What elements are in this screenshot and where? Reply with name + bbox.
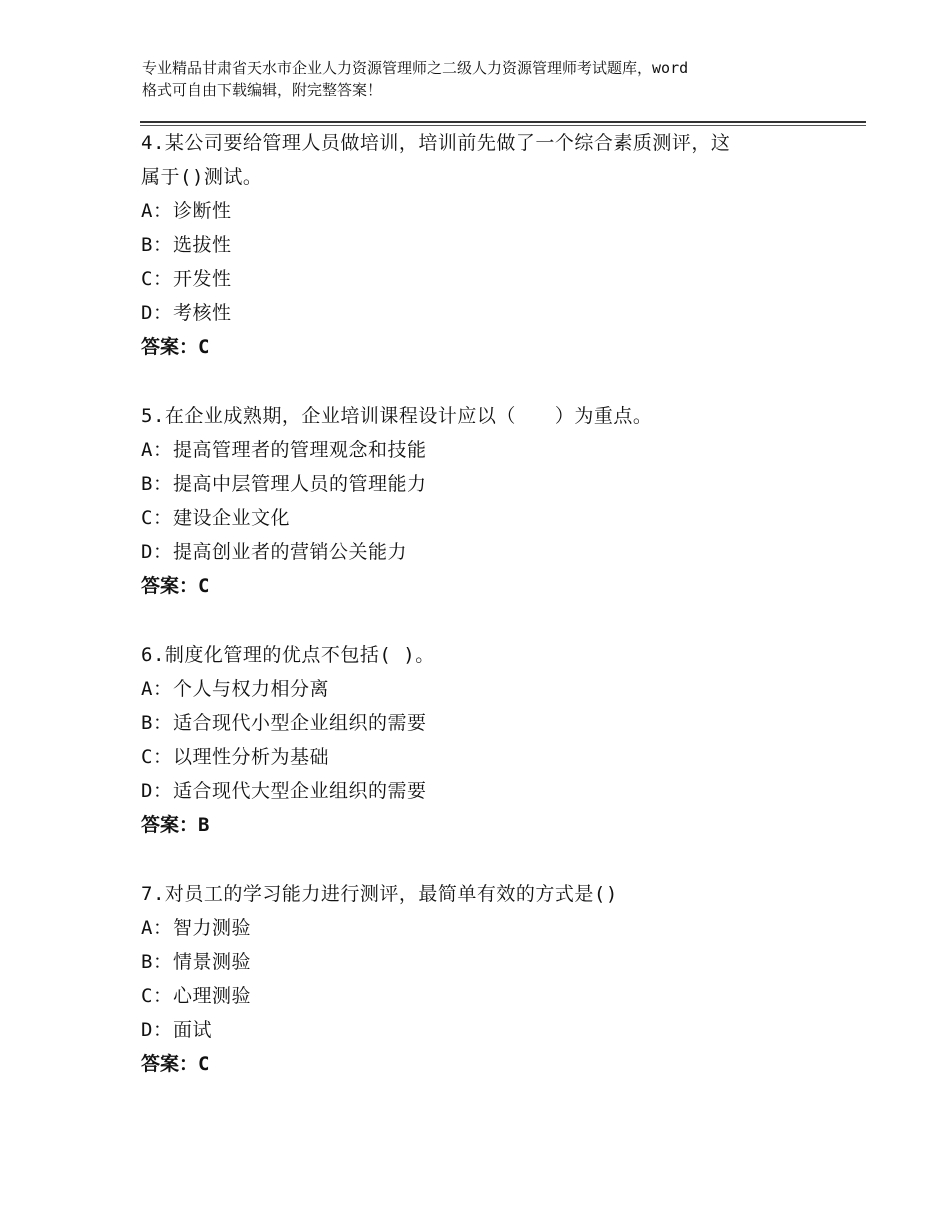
option-a [141, 433, 821, 467]
option-text: 心理测验 [173, 985, 252, 1007]
answer-line: 答案：C [141, 1053, 210, 1075]
option-text: 情景测验 [173, 951, 252, 973]
header-line-1: 专业精品甘肃省天水市企业人力资源管理师之二级人力资源管理师考试题库，word [142, 59, 689, 77]
question-stem-line-1: 5.在企业成熟期，企业培训课程设计应以（ ）为重点。 [141, 405, 653, 427]
option-key: B： [141, 234, 173, 256]
document-header [142, 57, 842, 101]
option-b [141, 228, 821, 262]
option-text: 提高管理者的管理观念和技能 [173, 439, 427, 461]
option-text: 提高中层管理人员的管理能力 [173, 473, 427, 495]
option-c [141, 740, 821, 774]
option-key: C： [141, 985, 173, 1007]
option-text: 适合现代小型企业组织的需要 [173, 712, 427, 734]
option-c [141, 979, 821, 1013]
question-stem-line-1: 7.对员工的学习能力进行测评，最简单有效的方式是() [141, 883, 618, 905]
option-d [141, 535, 821, 569]
option-text: 建设企业文化 [173, 507, 291, 529]
question-4 [141, 126, 821, 364]
option-a [141, 672, 821, 706]
question-stem-line-1: 6.制度化管理的优点不包括( )。 [141, 644, 435, 666]
question-6 [141, 638, 821, 842]
option-key: D： [141, 541, 173, 563]
option-text: 开发性 [173, 268, 232, 290]
option-key: C： [141, 507, 173, 529]
option-key: A： [141, 917, 173, 939]
answer-line: 答案：C [141, 336, 210, 358]
option-text: 提高创业者的营销公关能力 [173, 541, 408, 563]
option-d [141, 774, 821, 808]
option-key: B： [141, 473, 173, 495]
option-key: D： [141, 302, 173, 324]
option-key: D： [141, 780, 173, 802]
option-key: C： [141, 268, 173, 290]
option-text: 选拔性 [173, 234, 232, 256]
answer-line: 答案：B [141, 814, 210, 836]
option-key: B： [141, 951, 173, 973]
option-text: 以理性分析为基础 [173, 746, 330, 768]
option-text: 适合现代大型企业组织的需要 [173, 780, 427, 802]
option-c [141, 262, 821, 296]
option-key: A： [141, 439, 173, 461]
header-line-2: 格式可自由下载编辑，附完整答案！ [142, 81, 383, 99]
option-d [141, 296, 821, 330]
answer-line: 答案：C [141, 575, 210, 597]
option-b [141, 706, 821, 740]
header-divider-thick [140, 121, 866, 123]
option-b [141, 945, 821, 979]
option-key: A： [141, 678, 173, 700]
option-text: 智力测验 [173, 917, 252, 939]
option-text: 考核性 [173, 302, 232, 324]
question-stem-line-1: 4.某公司要给管理人员做培训，培训前先做了一个综合素质测评，这 [141, 132, 731, 154]
option-a [141, 911, 821, 945]
option-key: D： [141, 1019, 173, 1041]
option-text: 面试 [173, 1019, 213, 1041]
option-text: 个人与权力相分离 [173, 678, 330, 700]
question-stem-line-2: 属于()测试。 [141, 166, 263, 188]
option-d [141, 1013, 821, 1047]
option-key: A： [141, 200, 173, 222]
option-key: C： [141, 746, 173, 768]
question-5 [141, 399, 821, 603]
option-key: B： [141, 712, 173, 734]
question-7 [141, 877, 821, 1081]
option-b [141, 467, 821, 501]
option-a [141, 194, 821, 228]
option-c [141, 501, 821, 535]
option-text: 诊断性 [173, 200, 232, 222]
